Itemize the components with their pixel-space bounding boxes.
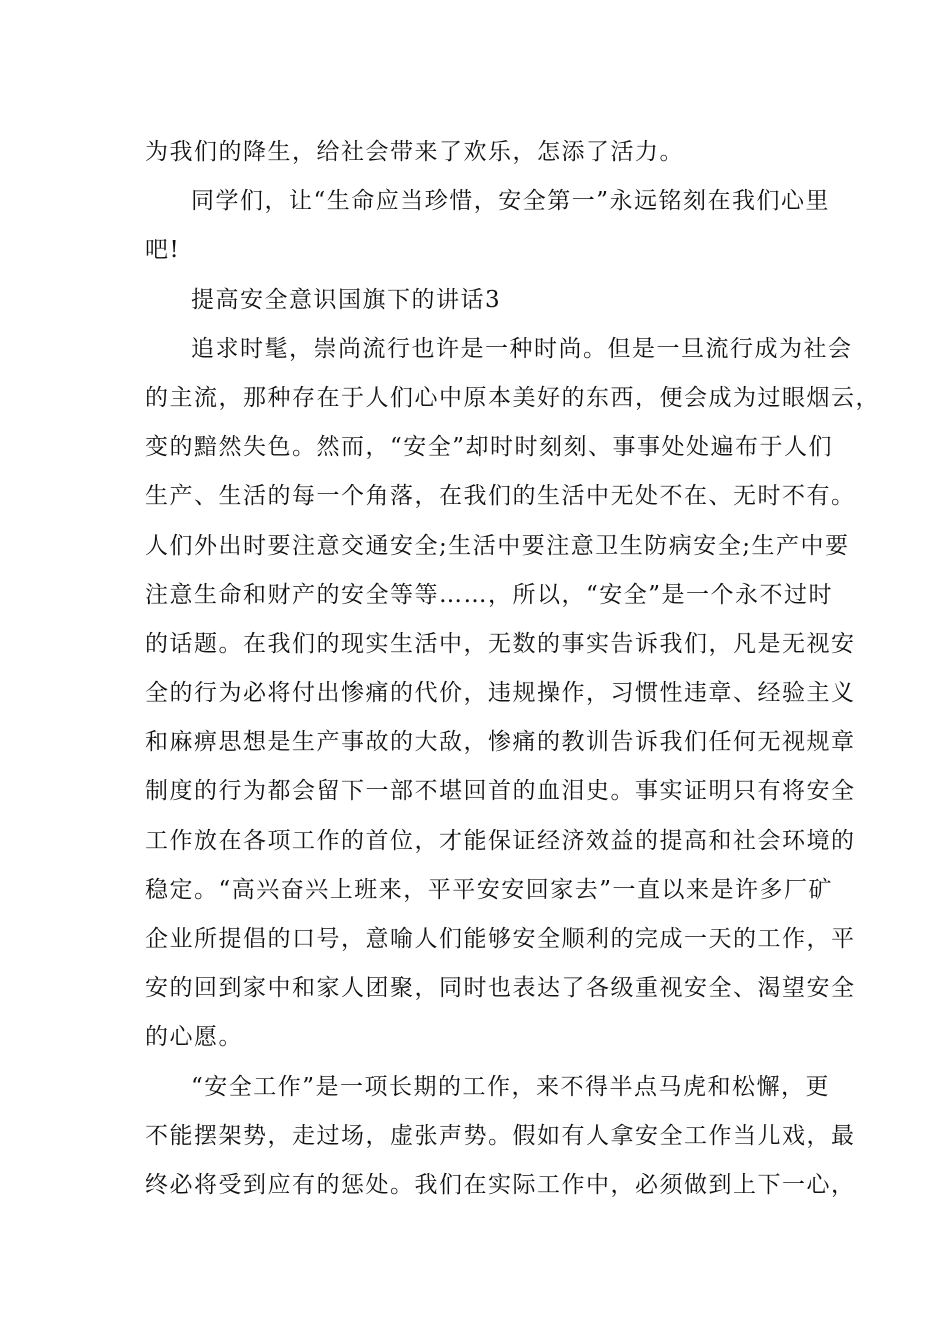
text-line: 制度的行为都会留下一部不堪回首的血泪史。事实证明只有将安全 — [145, 778, 856, 805]
text-line: 企业所提倡的口号，意喻人们能够安全顺利的完成一天的工作，平 — [145, 926, 856, 952]
text-line: 的话题。在我们的现实生活中，无数的事实告诉我们，凡是无视安 — [145, 630, 856, 657]
text-line: 人们外出时要注意交通安全;生活中要注意卫生防病安全;生产中要 — [145, 532, 850, 559]
text-line: 稳定。“高兴奋兴上班来，平平安安回家去”一直以来是许多厂矿 — [145, 876, 834, 903]
text-line: 提高安全意识国旗下的讲话3 — [191, 286, 502, 313]
text-line: 全的行为必将付出惨痛的代价，违规操作，习惯性违章、经验主义 — [145, 680, 856, 707]
text-line: 的心愿。 — [145, 1024, 243, 1051]
text-line: 终必将受到应有的惩处。我们在实际工作中，必须做到上下一心， — [145, 1171, 856, 1198]
text-line: 变的黯然失色。然而，“安全”却时时刻刻、事事处处遍布于人们 — [145, 434, 834, 461]
text-line: 注意生命和财产的安全等等……，所以，“安全”是一个永不过时 — [145, 581, 834, 608]
text-line: 不能摆架势，走过场，虚张声势。假如有人拿安全工作当儿戏，最 — [145, 1122, 856, 1149]
text-line: 工作放在各项工作的首位，才能保证经济效益的提高和社会环境的 — [145, 827, 856, 854]
text-line: “安全工作”是一项长期的工作，来不得半点马虎和松懈，更 — [191, 1073, 831, 1100]
text-line: 吧! — [145, 237, 181, 264]
text-line: 为我们的降生，给社会带来了欢乐，怎添了活力。 — [145, 139, 684, 165]
text-line: 同学们，让“生命应当珍惜，安全第一”永远铭刻在我们心里 — [191, 188, 831, 215]
text-line: 追求时髦，崇尚流行也许是一种时尚。但是一旦流行成为社会 — [191, 335, 853, 362]
text-line: 的主流，那种存在于人们心中原本美好的东西，便会成为过眼烟云， — [145, 384, 880, 411]
text-line: 生产、生活的每一个角落，在我们的生活中无处不在、无时不有。 — [145, 483, 856, 510]
text-line: 安的回到家中和家人团聚，同时也表达了各级重视安全、渴望安全 — [145, 975, 856, 1002]
document-body — [145, 128, 880, 1210]
text-line: 和麻痹思想是生产事故的大敌，惨痛的教训告诉我们任何无视规章 — [145, 729, 856, 756]
